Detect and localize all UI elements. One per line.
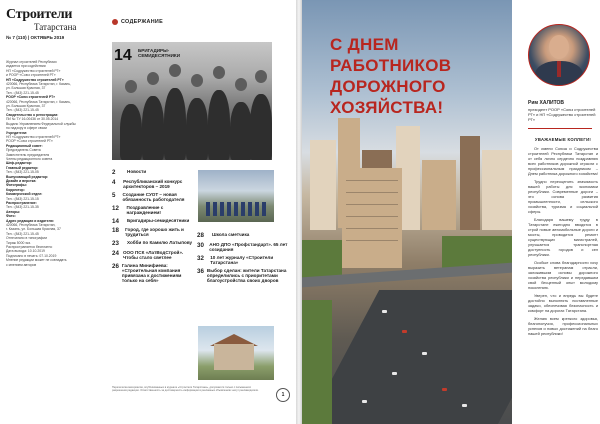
imprint-line: ул. Большая Красная, 37 xyxy=(6,104,46,109)
contents-header xyxy=(112,19,163,25)
imprint-line: Шеф-редактор: xyxy=(6,161,32,166)
imprint-line: 420066, Республика Татарстан, xyxy=(6,223,56,228)
contents-item-title: Школа сметчика xyxy=(212,232,250,237)
imprint-line: по надзору в сфере связи xyxy=(6,126,47,131)
issue-info: № 7 (110) | ОКТЯБРЬ 2019 xyxy=(6,35,65,40)
imprint-line: Отпечатано в типографии xyxy=(6,236,47,241)
imprint-line: с мнением авторов xyxy=(6,262,37,267)
contents-bullet-icon xyxy=(112,19,118,25)
contents-item-title: Республиканский конкурс архитекторов – 2019 xyxy=(123,178,183,189)
imprint-line: Тел.: (843) 221-15-05 xyxy=(6,170,39,175)
imprint-line: НП «Содружество строителей РТ» xyxy=(6,77,64,82)
contents-item-page: 4 xyxy=(112,178,116,186)
feature-page-number: 14 xyxy=(114,47,132,64)
imprint-line: Члены редакционного совета xyxy=(6,156,53,161)
contents-item[interactable] xyxy=(112,192,196,202)
greeting: УВАЖАЕМЫЕ КОЛЛЕГИ! xyxy=(534,137,592,142)
contents-item-title: Бригадиры-семидесятники xyxy=(127,217,190,223)
headline xyxy=(330,34,506,118)
masthead xyxy=(6,8,106,40)
imprint-line: ПИ № ТУ 16-00436 от 30.05.2014 xyxy=(6,117,59,122)
contents-item[interactable] xyxy=(112,218,196,225)
imprint-line: Председатель Совета xyxy=(6,148,41,153)
imprint-line: и РООР «Союз строителей РТ» xyxy=(6,73,56,78)
letter-paragraph: Уверен, что и впредь вы будете достойно выполнять поставленные задачи, обеспечивая безопасность и комфорт на дорогах Татарстана. xyxy=(528,293,598,313)
imprint-line: НП «Содружество строителей РТ» xyxy=(6,134,61,139)
imprint-line: Тел.: (843) 221-15-35 xyxy=(6,205,39,210)
imprint-line: Выпускающий редактор: xyxy=(6,174,49,179)
imprint-line: Фотографы: xyxy=(6,183,27,188)
imprint-line: Корректор: xyxy=(6,187,25,192)
author-name: Рим ХАЛИТОВ xyxy=(528,100,565,106)
contents-item[interactable] xyxy=(197,242,289,252)
contents-item-page: 26 xyxy=(112,262,119,270)
author-portrait xyxy=(528,24,590,86)
imprint-line: РООР «Союз строителей РТ» xyxy=(6,139,53,144)
contents-list-right xyxy=(197,232,289,286)
letter-paragraph: Желаю всем крепкого здоровья, благополучия, профессиональных успехов и новых достижений на благо нашей республики! xyxy=(528,316,598,336)
imprint-line: ул. Большая Красная, 37 xyxy=(6,86,46,91)
contents-item-title: 10 лет журналу «Строители Татарстана» xyxy=(210,254,274,265)
imprint-line: Подписано в печать: 07.10.2019 xyxy=(6,253,57,258)
page-number-left: 1 xyxy=(276,388,290,402)
contents-item-title: Создание СУОТ – новая обязанность работодателя xyxy=(122,191,185,202)
letter-paragraph: Благодаря вашему труду в Татарстане ежегодно вводятся в строй новые автомобильные дороги и мосты, проводится ремонт существующих магистралей, улучшается транспортная доступность городов и сел республики. xyxy=(528,217,598,257)
contents-item-page: 18 xyxy=(112,227,119,235)
contents-item[interactable] xyxy=(197,255,289,265)
divider xyxy=(528,128,592,129)
left-page xyxy=(0,0,298,424)
contents-item-title: Новости xyxy=(127,169,147,174)
contents-item[interactable] xyxy=(112,179,196,189)
imprint-line: Дизайн и верстка: xyxy=(6,178,37,183)
contents-item-page: 30 xyxy=(197,241,204,249)
contents-item-page: 5 xyxy=(112,191,116,199)
imprint-line: Редакционный совет: xyxy=(6,143,43,148)
feature-photo xyxy=(112,42,272,160)
contents-item-title: Галина Минифиева: «Строительная компания привязана к достижениям только на себя» xyxy=(121,262,182,284)
contents-item-page: 32 xyxy=(197,254,204,262)
imprint-line: Тел.: (843) 221-15-45 xyxy=(6,90,39,95)
imprint-line: Выдано Управлением Федеральной службы xyxy=(6,121,76,126)
imprint-line: издается при содействии xyxy=(6,64,46,69)
magazine-title: Строители xyxy=(6,7,73,22)
letter-paragraph: От имени Союза и Содружества строителей Республики Татарстан и от себя лично сердечно поздравляю всех работников дорожной отрасли с профессиональным праздником – Днем работника дорожного хозяйства! xyxy=(528,146,598,176)
imprint-line: Распространение: xyxy=(6,201,37,205)
contents-item-page: 28 xyxy=(197,232,204,239)
contents-item-title: Хобби по Камилю Латыпову xyxy=(127,240,193,246)
contents-item-page: 14 xyxy=(112,217,119,225)
imprint-line: РООР «Союз строителей РТ» xyxy=(6,95,56,100)
contents-item[interactable] xyxy=(112,227,196,237)
contents-item-title: ООО ПСК «ЛатВодСтрой». Чтобы стало светлее xyxy=(122,249,184,260)
imprint-line: Коммерческий отдел: xyxy=(6,192,43,197)
imprint-line: Журнал строителей Республики xyxy=(6,60,57,64)
contents-item[interactable] xyxy=(112,263,196,284)
imprint-line: Распространяется бесплатно xyxy=(6,245,53,250)
footer-note: Перепечатка материалов, опубликованных в журнале «Строители Татарстана», допускается только с письменного разрешения редакции. Ответственность за достоверность информации в рекламных объявлениях несут рекламодатели. xyxy=(112,386,259,393)
imprint-line: Тел.: (843) 221-15-15 xyxy=(6,196,39,201)
imprint-line: 420066, Республика Татарстан, г. Казань, xyxy=(6,82,71,87)
contents-item-page: 36 xyxy=(197,267,204,275)
contents-item[interactable] xyxy=(112,240,196,247)
contents-item[interactable] xyxy=(112,250,196,260)
contents-item[interactable] xyxy=(112,205,196,215)
imprint-line: Учредители: xyxy=(6,130,28,135)
workers-photo xyxy=(198,170,274,222)
letter-paragraph: Трудно переоценить значимость вашей работы для экономики республики. Современные дороги – это основа развития промышленности, сельского хозяйства, туризма и социальной сферы. xyxy=(528,179,598,214)
imprint-line: г. Казань, ул. Большая Красная, 37 xyxy=(6,227,61,232)
letter-paragraph: Особые слова благодарности хочу выразить ветеранам отрасли, заложившим основы дорожного хозяйства республики и передавшим свой бесценный опыт молодому поколению. xyxy=(528,260,598,290)
imprint-line: Тираж 5000 экз. xyxy=(6,240,32,245)
imprint-line: НП «Содружество строителей РТ» xyxy=(6,68,61,73)
imprint-column xyxy=(6,60,106,400)
imprint-line: Адрес редакции и издателя: xyxy=(6,218,54,223)
imprint-line: Главный редактор: xyxy=(6,165,39,170)
author-role: президент РООР «Союз строителей РТ» и НП «Содружество строителей РТ» xyxy=(528,107,596,122)
contents-item-page: 24 xyxy=(112,249,119,257)
contents-item-page: 12 xyxy=(112,204,119,212)
magazine-subtitle: Татарстана xyxy=(34,22,77,32)
right-page xyxy=(302,0,600,424)
contents-list-left xyxy=(112,169,196,286)
letter-text xyxy=(528,146,598,416)
imprint-line: Свидетельство о регистрации: xyxy=(6,112,59,117)
contents-label: СОДЕРЖАНИЕ xyxy=(121,19,163,25)
contents-item-title: АНО ДПО «Профстандарт». 65 лет созидания xyxy=(209,241,288,252)
headline-line: С ДНЕМ xyxy=(330,35,399,54)
headline-line: ХОЗЯЙСТВА! xyxy=(330,98,444,117)
imprint-line: 420066, Республика Татарстан, г. Казань, xyxy=(6,99,71,104)
editorial-column xyxy=(514,0,600,424)
contents-item[interactable] xyxy=(197,268,289,284)
feature-caption: БРИГАДИРЫ-СЕМИДЕСЯТНИКИ xyxy=(138,48,180,58)
headline-line: ДОРОЖНОГО xyxy=(330,77,446,96)
contents-item[interactable] xyxy=(197,232,289,239)
contents-item-title: Город, где хорошо жить и трудиться xyxy=(125,227,184,238)
contents-item[interactable] xyxy=(112,169,196,176)
imprint-line: Тел.: (843) 221-15-45 xyxy=(6,231,39,236)
contents-item-title: Поздравление с награждением! xyxy=(126,204,164,215)
headline-line: РАБОТНИКОВ xyxy=(330,56,452,75)
imprint-line: Мнение редакции может не совпадать xyxy=(6,258,67,263)
imprint-line: Заместитель председателя xyxy=(6,152,50,157)
imprint-line: Авторы: xyxy=(6,209,21,214)
contents-item-page: 23 xyxy=(112,240,119,248)
contents-item-page: 2 xyxy=(112,169,116,176)
contents-item-title: Выбор сделан: жители Татарстана определились с приоритетами благоустройства своих дворов xyxy=(206,267,287,283)
imprint-line: Дата выхода: 10.10.2019 xyxy=(6,249,45,254)
imprint-line: Фото: xyxy=(6,214,16,219)
house-photo xyxy=(198,326,274,380)
imprint-line: Тел.: (843) 221-15-45 xyxy=(6,108,39,113)
